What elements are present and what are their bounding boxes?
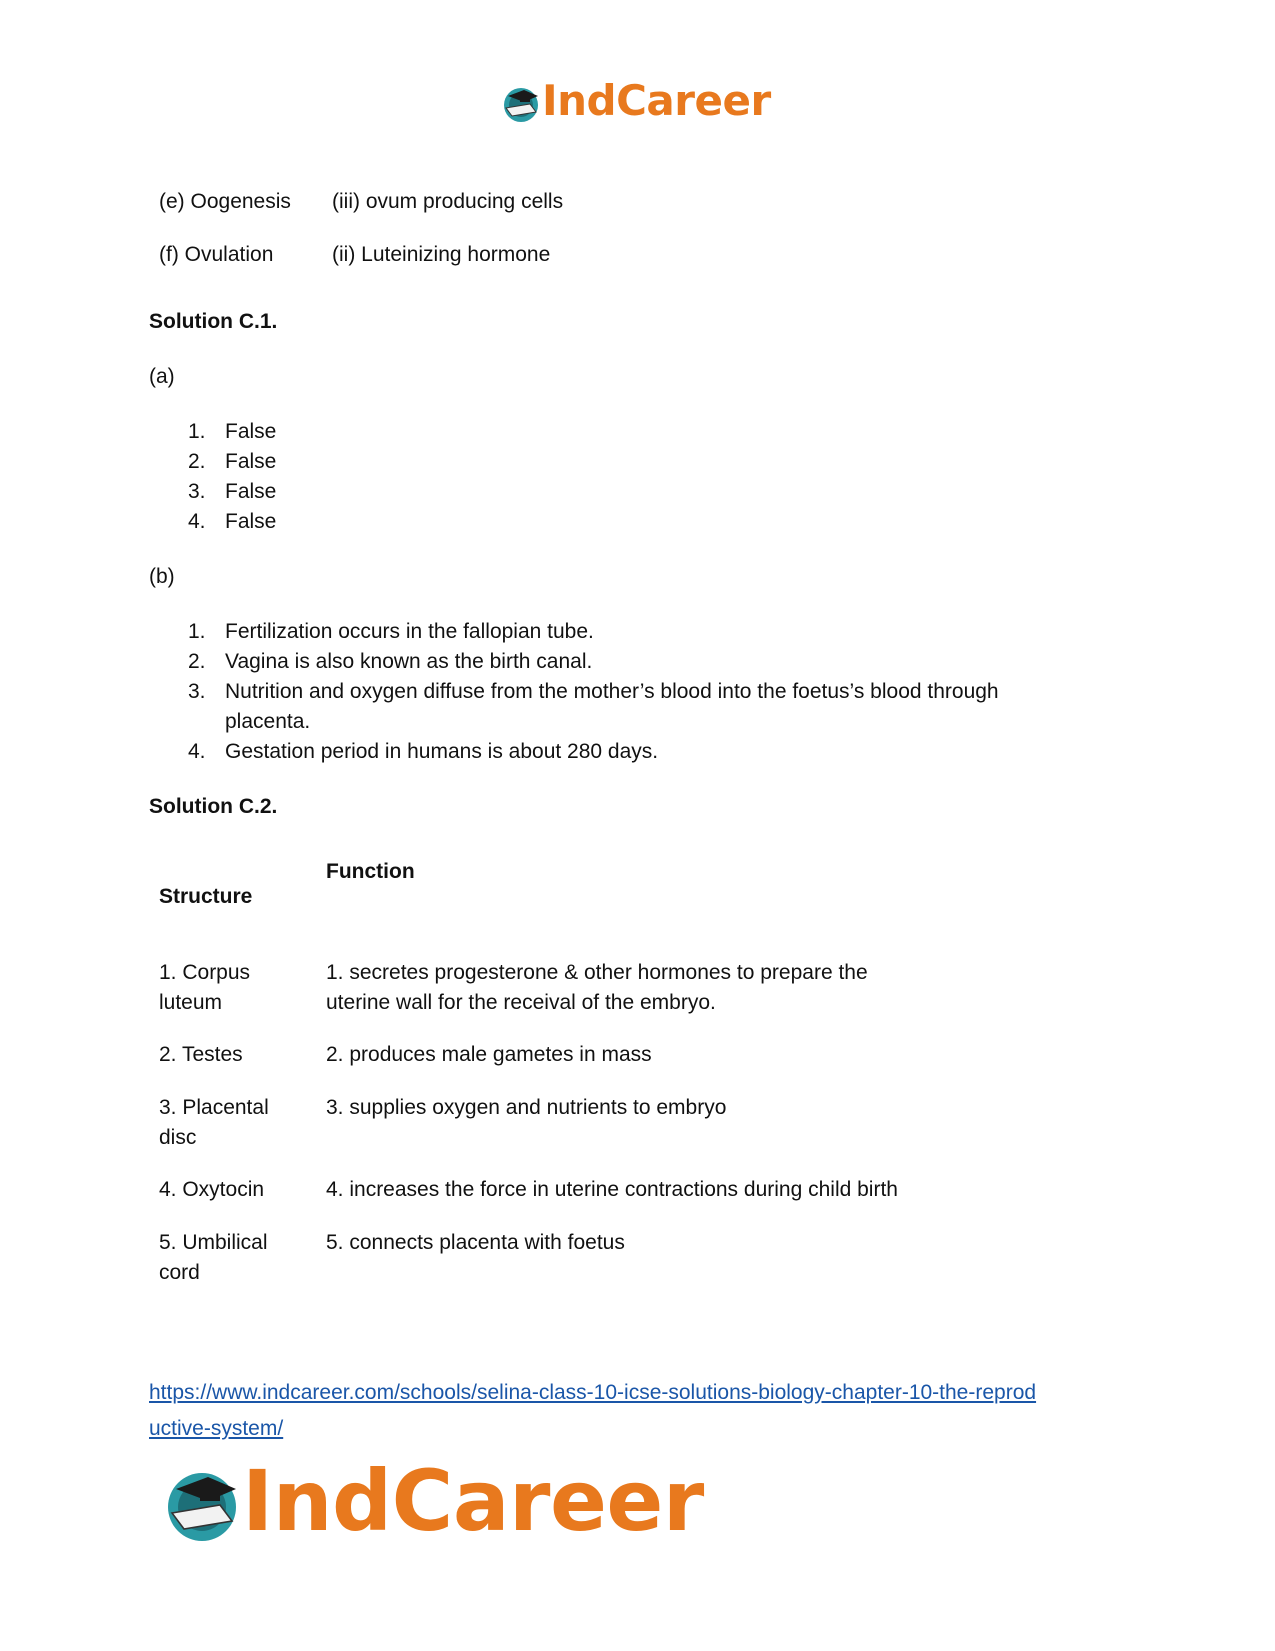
graduation-globe-icon (160, 1461, 244, 1545)
header-logo-text: IndCareer (542, 76, 771, 125)
table-cell-function: 2. produces male gametes in mass (326, 1043, 652, 1066)
footer-logo (160, 1452, 704, 1555)
header-logo (500, 78, 780, 128)
table-cell-structure: 3. Placental (159, 1096, 269, 1119)
part-b-item: 4. Gestation period in humans is about 280 days. (188, 740, 659, 763)
table-cell-function: 4. increases the force in uterine contractions during child birth (326, 1178, 898, 1201)
table-cell-structure: 5. Umbilical (159, 1231, 268, 1254)
table-cell-function: 3. supplies oxygen and nutrients to embryo (326, 1096, 727, 1119)
part-a-item: 1. False (188, 420, 277, 443)
footer-logo-text: IndCareer (242, 1452, 704, 1550)
match-row-f-answer: (ii) Luteinizing hormone (332, 243, 551, 266)
table-cell-function: 5. connects placenta with foetus (326, 1231, 625, 1254)
table-cell-function-cont: uterine wall for the receival of the embryo. (326, 991, 716, 1014)
part-a-label: (a) (149, 365, 175, 388)
source-link-line2[interactable]: uctive-system/ (149, 1417, 284, 1440)
table-cell-structure: 2. Testes (159, 1043, 243, 1066)
match-row-e-answer: (iii) ovum producing cells (332, 190, 564, 213)
table-header-structure: Structure (159, 885, 253, 908)
part-a-item: 4. False (188, 510, 277, 533)
match-row-f-term: (f) Ovulation (159, 243, 274, 266)
table-cell-structure: 4. Oxytocin (159, 1178, 265, 1201)
table-cell-structure-cont: luteum (159, 991, 223, 1014)
part-a-item: 3. False (188, 480, 277, 503)
match-row-e-term: (e) Oogenesis (159, 190, 291, 213)
table-cell-structure: 1. Corpus (159, 961, 251, 984)
table-cell-structure-cont: cord (159, 1261, 200, 1284)
part-b-item: 2. Vagina is also known as the birth canal. (188, 650, 593, 673)
solution-c2-heading: Solution C.2. (149, 795, 278, 818)
table-cell-structure-cont: disc (159, 1126, 197, 1149)
part-a-item: 2. False (188, 450, 277, 473)
table-header-function: Function (326, 860, 415, 883)
part-b-item: 1. Fertilization occurs in the fallopian tube. (188, 620, 594, 643)
source-link-line1[interactable]: https://www.indcareer.com/schools/selina-class-10-icse-solutions-biology-chapter-10-the-reprod (149, 1381, 1037, 1404)
graduation-globe-icon (500, 82, 542, 124)
table-cell-function: 1. secretes progesterone & other hormones to prepare the (326, 961, 868, 984)
part-b-item: 3. Nutrition and oxygen diffuse from the mother’s blood into the foetus’s blood through (188, 680, 999, 703)
solution-c1-heading: Solution C.1. (149, 310, 278, 333)
part-b-label: (b) (149, 565, 175, 588)
